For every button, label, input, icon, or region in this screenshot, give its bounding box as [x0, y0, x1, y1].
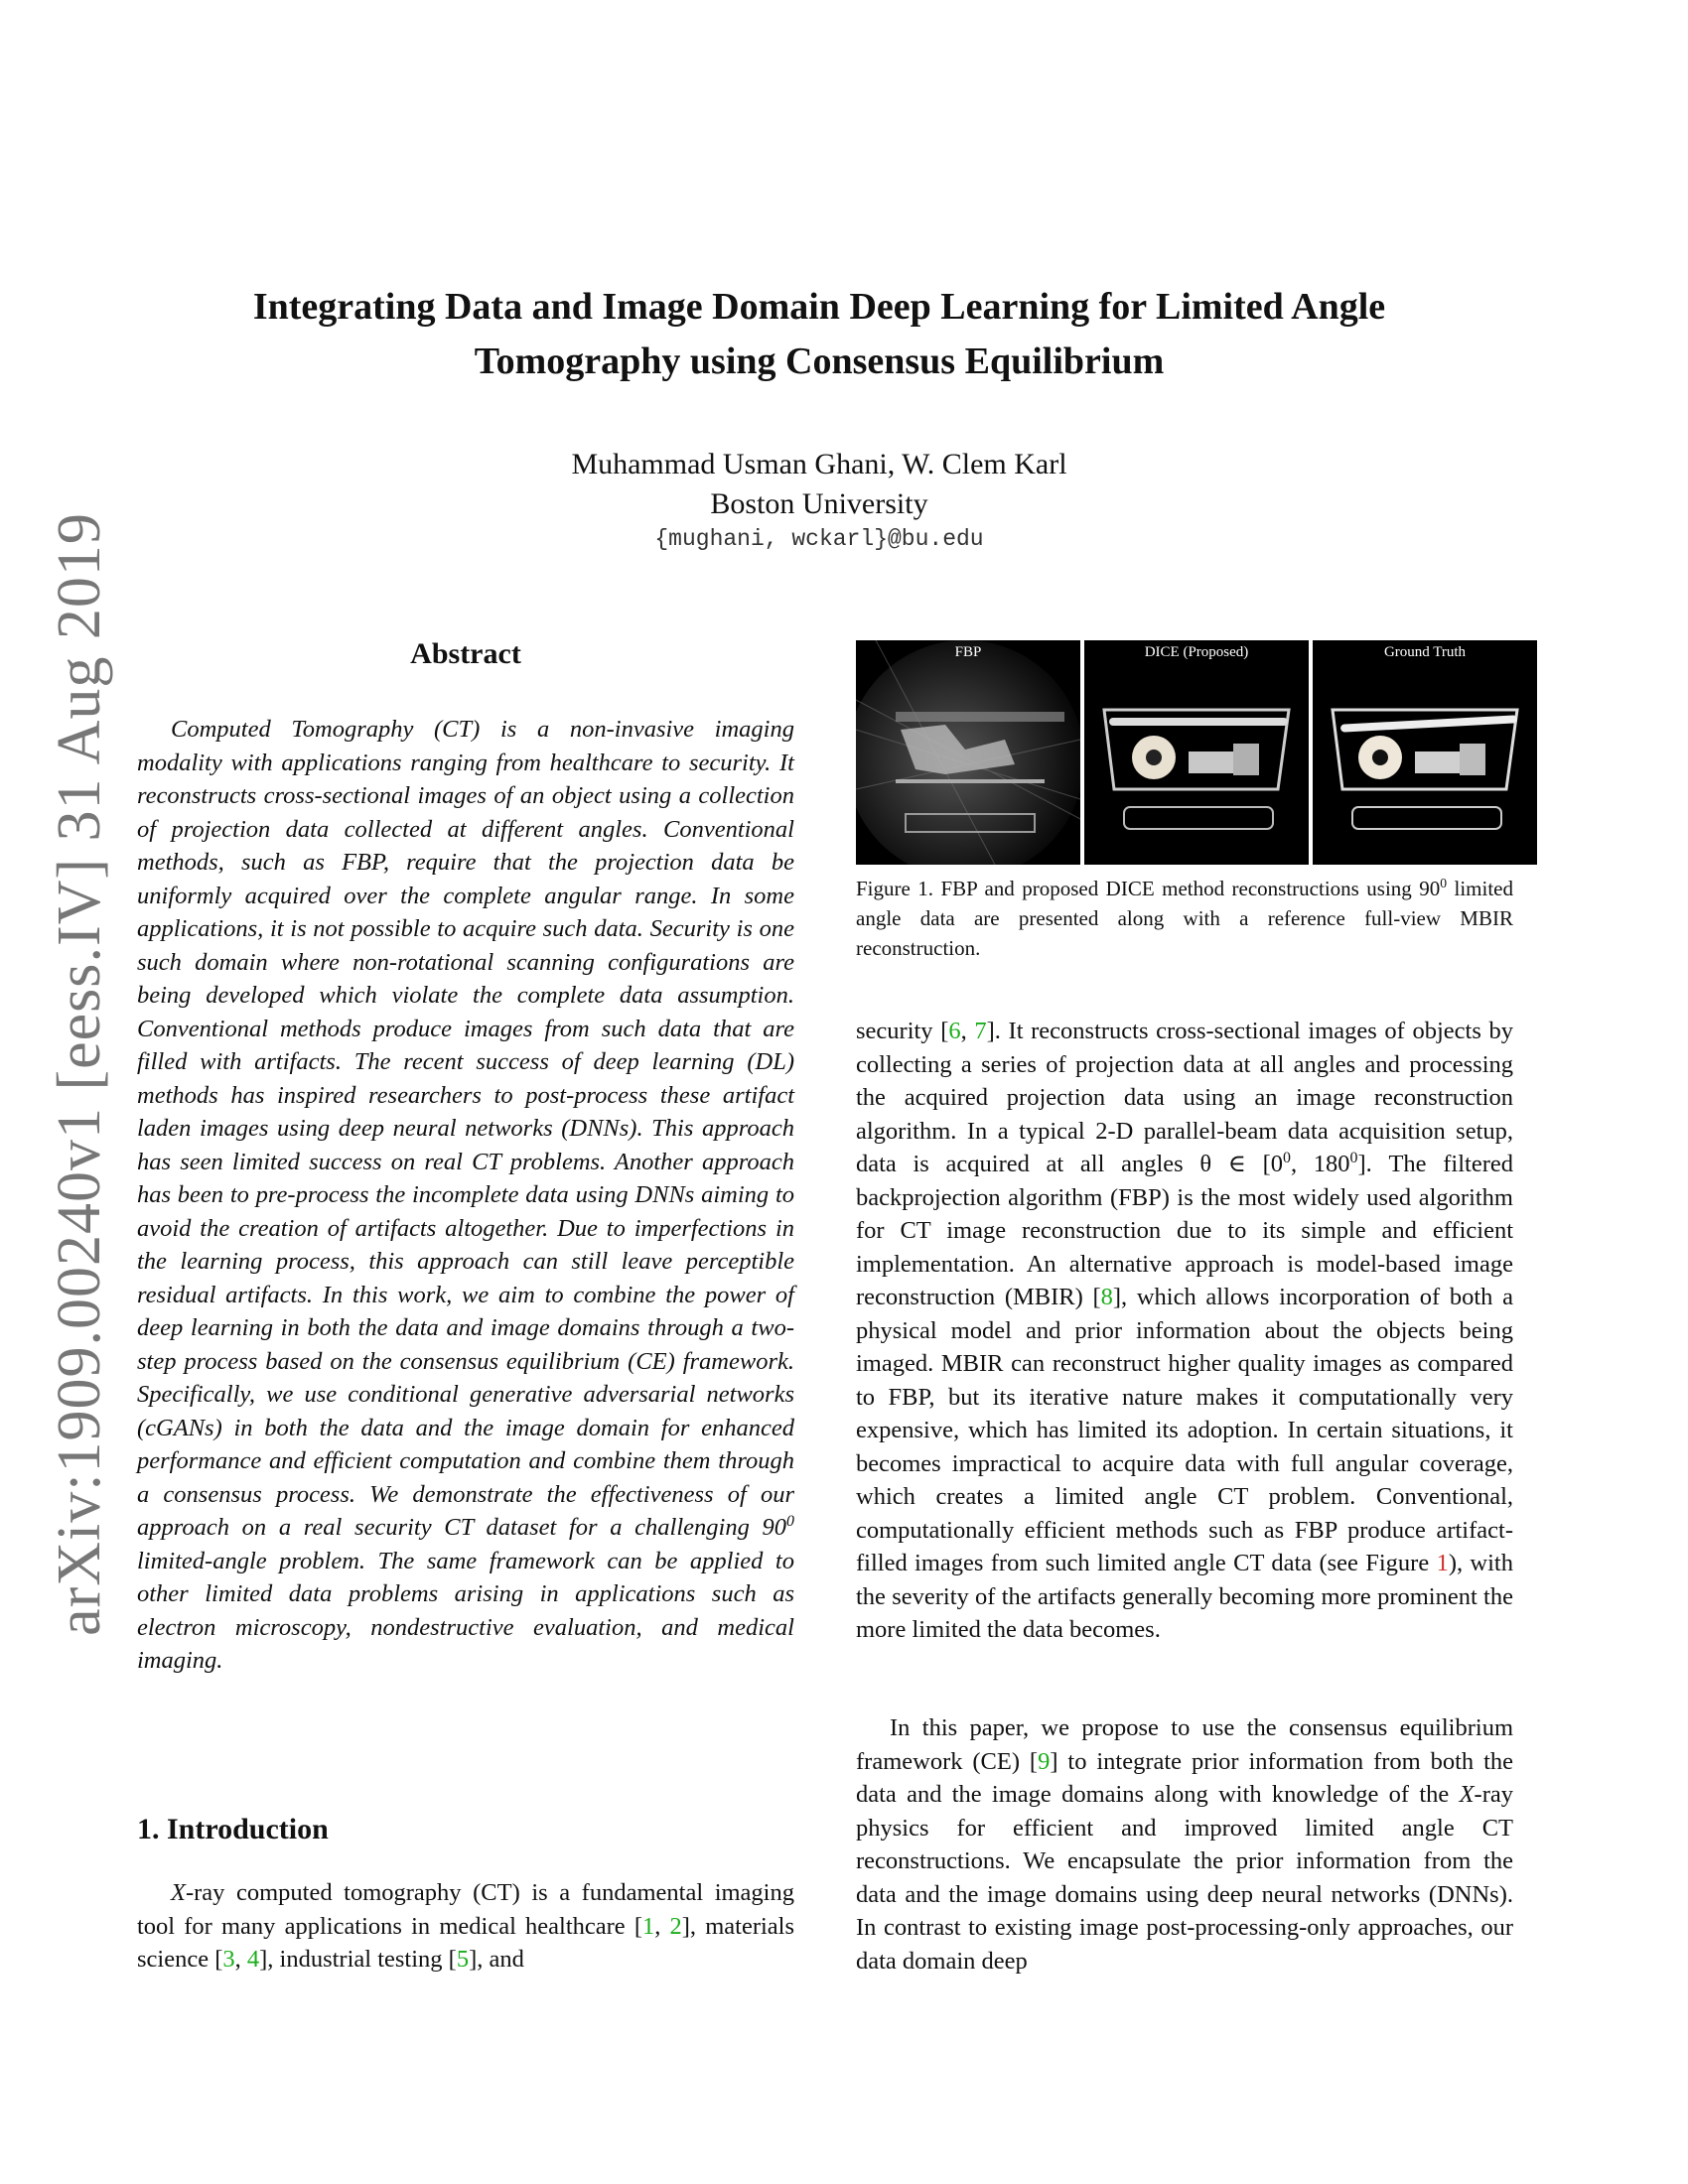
introduction-body: X-ray computed tomography (CT) is a fundamental imaging tool for many applications in medical healthcare [1, 2], materials science [3, 4], industrial testing [5], and: [137, 1879, 794, 1973]
figure-1: [856, 640, 1537, 865]
abstract-body: [137, 713, 794, 1678]
right-column-paragraph-2: [856, 1711, 1513, 1978]
title-line-2: Tomography using Consensus Equilibrium: [474, 341, 1165, 382]
text: , 180: [1290, 1151, 1350, 1177]
authors: Muhammad Usman Ghani, W. Clem Karl: [571, 448, 1067, 480]
intro-text-2: ], materials science [: [137, 1912, 794, 1973]
title-line-1: Integrating Data and Image Domain Deep Learning for Limited Angle: [252, 286, 1386, 328]
abstract-text-b: limited-angle problem. The same framework can be applied to other limited data problems arising in applications such as electron microscopy, nondestructive evaluation, and medical imaging.: [137, 1547, 794, 1674]
section-heading-introduction: 1. Introduction: [137, 1813, 329, 1845]
dice-image: [1084, 640, 1309, 865]
author-block: [149, 445, 1489, 524]
citation-link[interactable]: 1: [641, 1912, 655, 1940]
figure-label: Ground Truth: [1383, 644, 1467, 660]
text: security [: [856, 1018, 949, 1044]
x-symbol: X: [171, 1879, 186, 1906]
text: ), with the severity of the artifacts generally becoming more prominent the more limited the data becomes.: [856, 1550, 1513, 1643]
paper-title: [149, 280, 1489, 389]
text: In this paper, we propose to use the consensus equilibrium framework (CE) [: [856, 1714, 1513, 1775]
citation-link[interactable]: 8: [1100, 1284, 1113, 1310]
intro-text-1: -ray computed tomography (CT) is a fundamental imaging tool for many applications in medical healthcare [: [137, 1879, 794, 1940]
x-symbol: X: [1459, 1781, 1475, 1808]
text: -ray physics for efficient and improved limited angle CT reconstructions. We encapsulate the prior information from the data and the image domains using deep neural networks (DNNs). In contrast to existing image post-processing-only approaches, our data domain deep: [856, 1781, 1513, 1975]
ground-truth-image: [1313, 640, 1537, 865]
arxiv-stamp: arXiv:1909.00240v1 [eess.IV] 31 Aug 2019: [46, 512, 113, 1636]
figure-label: FBP: [954, 644, 982, 660]
citation-link[interactable]: 2: [669, 1912, 682, 1940]
fbp-image: [856, 640, 1080, 865]
figure-panel-fbp: [856, 640, 1080, 865]
figure-panel-ground-truth: [1313, 640, 1537, 865]
text: ] to integrate prior information from both the data and the image domains along with knowledge of the: [856, 1747, 1513, 1808]
caption-text-a: Figure 1. FBP and proposed DICE method reconstructions using 90: [856, 877, 1441, 900]
text: ]. It reconstructs cross-sectional images of objects by collecting a series of projection data at all angles and processing the acquired projection data using an image reconstruction algorithm. In a typical 2-D parallel-beam data acquisition setup, data is acquired at all angles θ ∈ [0: [856, 1018, 1513, 1177]
figure-ref-link[interactable]: 1: [1436, 1550, 1449, 1576]
abstract-sup: 0: [786, 1512, 794, 1530]
citation-link[interactable]: 9: [1038, 1747, 1051, 1775]
caption-sup: 0: [1440, 876, 1448, 890]
caption-text-b: limited angle data are presented along with a reference full-view MBIR reconstruction.: [856, 877, 1513, 960]
right-column-paragraph-1: security [6, 7]. It reconstructs cross-sectional images of objects by collecting a series of projection data at all angles and processing the acquired projection data using an image reconstruction algorithm. In a typical 2-D parallel-beam data acquisition setup, data is acquired at all angles θ ∈ [$0^0$, $180^0$]. The filtered backprojection algorithm (FBP) is the most widely used algorithm for CT image reconstruction due to its simple and efficient implementation. An alternative approach is model-based image reconstruction (MBIR) [8], which allows incorporation of both a physical model and prior information about the objects being imaged. MBIR can reconstruct higher quality images as compared to FBP, but its iterative nature makes it computationally very expensive, which has limited its adoption. In certain situations, it becomes impractical to acquire data with full angular coverage, which creates a limited angle CT problem. Conventional, computationally efficient methods such as FBP produce artifact-filled images from such limited angle CT data (see Figure 1), with the severity of the artifacts generally becoming more prominent the more limited the data becomes.: [856, 1018, 1514, 1643]
citation-link[interactable]: 6: [948, 1018, 961, 1044]
citation-link[interactable]: 7: [974, 1018, 987, 1044]
text: ], which allows incorporation of both a physical model and prior information about the objects being imaged. MBIR can reconstruct higher quality images as compared to FBP, but its iterative nature makes it computationally very expensive, which has limited its adoption. In certain situations, it becomes impractical to acquire data with full angular coverage, which creates a limited angle CT problem. Conventional, computationally efficient methods such as FBP produce artifact-filled images from such limited angle CT data (see Figure: [856, 1284, 1514, 1576]
figure-label: DICE (Proposed): [1144, 644, 1249, 660]
figure-panel-dice: [1084, 640, 1309, 865]
superscript: 0: [1283, 1149, 1291, 1166]
abstract-heading: Abstract: [410, 637, 521, 670]
email: {mughani, wckarl}@bu.edu: [654, 526, 984, 552]
citation-link[interactable]: 3: [222, 1946, 235, 1973]
citation-link[interactable]: 5: [456, 1946, 470, 1973]
abstract-text-a: Computed Tomography (CT) is a non-invasive imaging modality with applications ranging from healthcare to security. It reconstructs cross-sectional images of an object using a collection of projection data collected at different angles. Conventional methods, such as FBP, require that the projection data be uniformly acquired over the complete angular range. In some applications, it is not possible to acquire such data. Security is one such domain where non-rotational scanning configurations are being developed which violate the complete data assumption. Conventional methods produce images from such data that are filled with artifacts. The recent success of deep learning (DL) methods has inspired researchers to post-process these artifact laden images using deep neural networks (DNNs). This approach has seen limited success on real CT problems. Another approach has been to pre-process the incomplete data using DNNs aiming to avoid the creation of artifacts altogether. Due to imperfections in the learning process, this approach can still leave perceptible residual artifacts. In this work, we aim to combine the power of deep learning in both the data and image domains through a two-step process based on the consensus equilibrium (CE) framework. Specifically, we use conditional generative adversarial networks (cGANs) in both the data and the image domain for enhanced performance and efficient computation and combine them through a consensus process. We demonstrate the effectiveness of our approach on a real security CT dataset for a challenging 90: [137, 716, 794, 1541]
superscript: 0: [1349, 1149, 1358, 1166]
figure-1-caption: [856, 874, 1513, 963]
text: ]. The filtered backprojection algorithm (FBP) is the most widely used algorithm for CT image reconstruction due to its simple and efficient implementation. An alternative approach is model-based image reconstruction (MBIR) [: [856, 1151, 1513, 1310]
intro-text-3: ], industrial testing [: [259, 1946, 457, 1973]
affiliation: Boston University: [710, 487, 928, 520]
intro-text-4: ], and: [469, 1946, 524, 1973]
citation-link[interactable]: 4: [246, 1946, 260, 1973]
